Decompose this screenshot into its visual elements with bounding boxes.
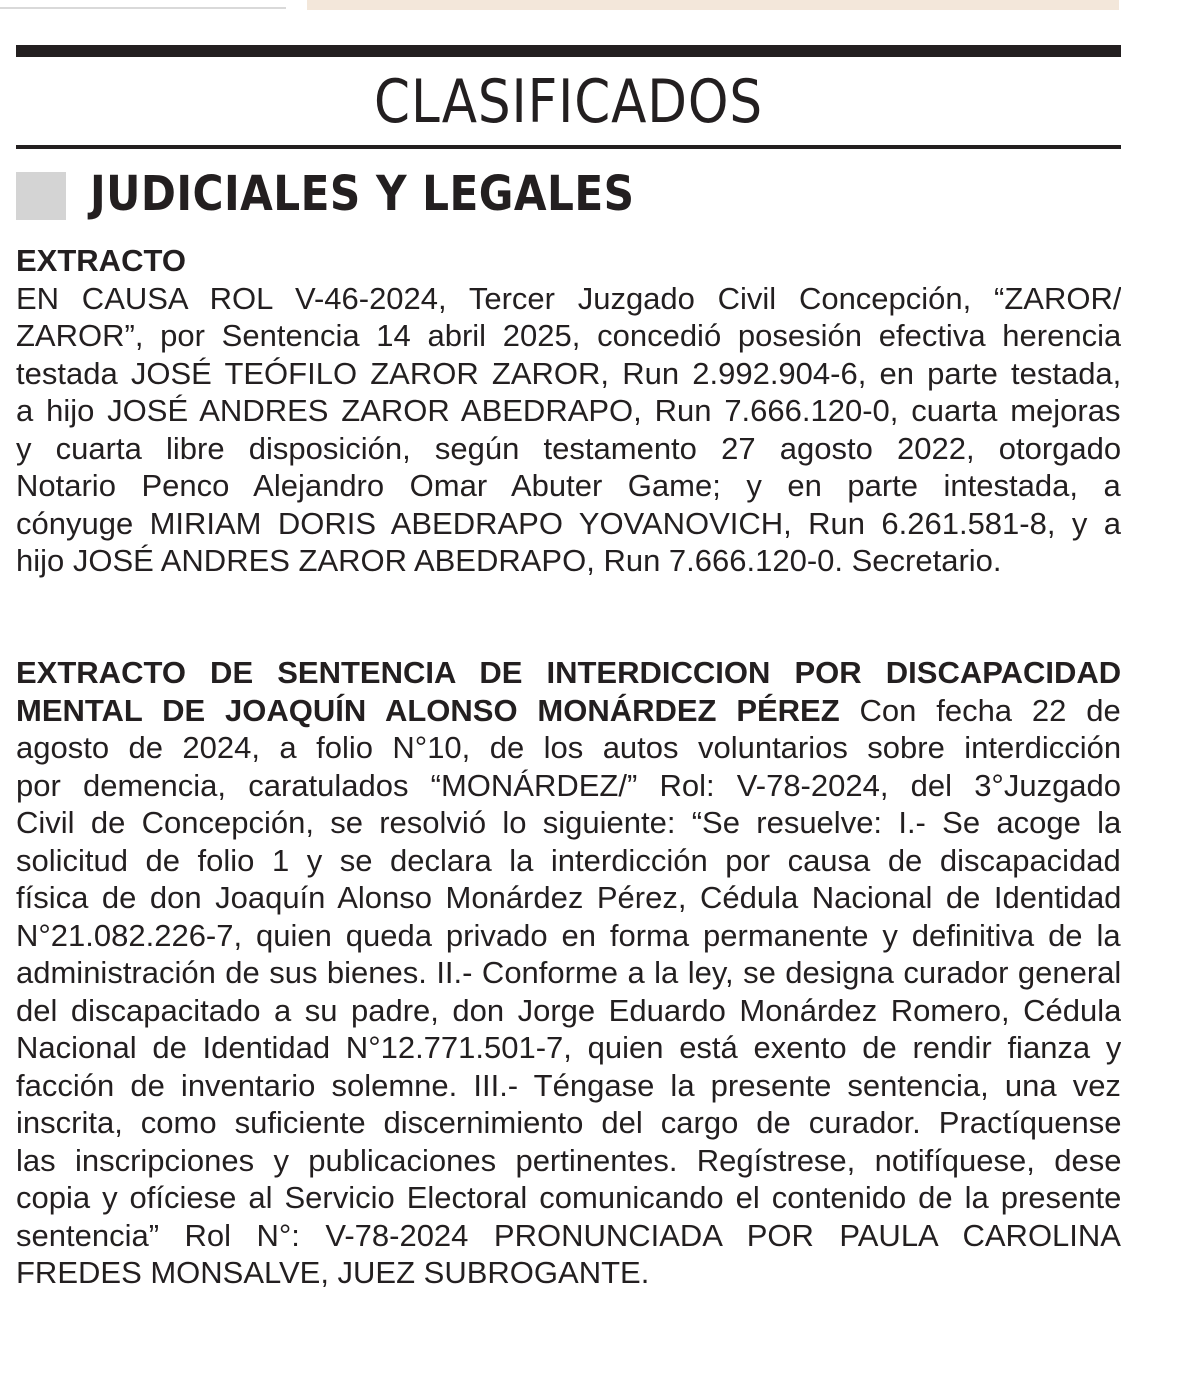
notice-line: EN CAUSA ROL V-46-2024, Tercer Juzgado Civil Concepción, “ZAROR/: [16, 280, 1121, 316]
notice-line: N°21.082.226-7, quien queda privado en forma permanente y definitiva de la: [16, 917, 1121, 953]
notice-line: ZAROR”, por Sentencia 14 abril 2025, concedió posesión efectiva herencia: [16, 318, 1121, 353]
notice-heading-tail: MENTAL DE JOAQUÍN ALONSO MONÁRDEZ PÉREZ: [16, 692, 840, 728]
notice-line: Notario Penco Alejandro Omar Abuter Game; y en parte intestada, a: [16, 468, 1121, 503]
notice-line: facción de inventario solemne. III.- Téngase la presente sentencia, una vez: [16, 1067, 1121, 1103]
section-title: CLASIFICADOS: [374, 67, 763, 137]
notice-line: inscrita, como suficiente discernimiento del cargo de curador. Practíquense: [16, 1105, 1121, 1140]
notice-heading: EXTRACTO: [16, 243, 186, 278]
notice-line: FREDES MONSALVE, JUEZ SUBROGANTE.: [16, 1255, 650, 1290]
notice-line: del discapacitado a su padre, don Jorge Eduardo Monárdez Romero, Cédula: [16, 992, 1121, 1028]
notice-heading-line: EXTRACTO DE SENTENCIA DE INTERDICCION POR DISCAPACIDAD: [16, 655, 1121, 690]
notice-heading-line: [16, 692, 1121, 730]
top-strip-right: [307, 0, 1119, 10]
notice-interdiccion: [16, 654, 1121, 1292]
top-strip-left: [0, 0, 286, 9]
notice-extracto: [16, 242, 1121, 580]
notice-line: agosto de 2024, a folio N°10, de los autos voluntarios sobre interdicción: [16, 730, 1121, 765]
header-rule-thick: [16, 45, 1121, 57]
notice-line: las inscripciones y publicaciones pertinentes. Regístrese, notifíquese, dese: [16, 1142, 1121, 1178]
notice-line: testada JOSÉ TEÓFILO ZAROR ZAROR, Run 2.992.904-6, en parte testada,: [16, 355, 1121, 391]
notice-line: por demencia, caratulados “MONÁRDEZ/” Rol: V-78-2024, del 3°Juzgado: [16, 767, 1121, 803]
notice-line: cónyuge MIRIAM DORIS ABEDRAPO YOVANOVICH, Run 6.261.581-8, y a: [16, 505, 1121, 541]
notice-heading-continuation: Con fecha 22 de: [859, 692, 1121, 728]
notice-line: y cuarta libre disposición, según testamento 27 agosto 2022, otorgado: [16, 430, 1121, 466]
category-marker: [16, 172, 66, 220]
category-title: JUDICIALES Y LEGALES: [90, 166, 635, 222]
notice-line: Civil de Concepción, se resolvió lo siguiente: “Se resuelve: I.- Se acoge la: [16, 805, 1121, 840]
notice-line: Nacional de Identidad N°12.771.501-7, quien está exento de rendir fianza y: [16, 1030, 1121, 1065]
notice-line: hijo JOSÉ ANDRES ZAROR ABEDRAPO, Run 7.666.120-0. Secretario.: [16, 543, 1002, 578]
notice-line: física de don Joaquín Alonso Monárdez Pérez, Cédula Nacional de Identidad: [16, 880, 1121, 915]
notice-line: sentencia” Rol N°: V-78-2024 PRONUNCIADA POR PAULA CAROLINA: [16, 1217, 1121, 1253]
notice-line: copia y ofíciese al Servicio Electoral comunicando el contenido de la presente: [16, 1180, 1121, 1215]
notice-line: administración de sus bienes. II.- Conforme a la ley, se designa curador general: [16, 955, 1121, 990]
header-rule-thin: [16, 145, 1121, 149]
notice-line: a hijo JOSÉ ANDRES ZAROR ABEDRAPO, Run 7.666.120-0, cuarta mejoras: [16, 393, 1121, 428]
notice-line: solicitud de folio 1 y se declara la interdicción por causa de discapacidad: [16, 842, 1121, 878]
